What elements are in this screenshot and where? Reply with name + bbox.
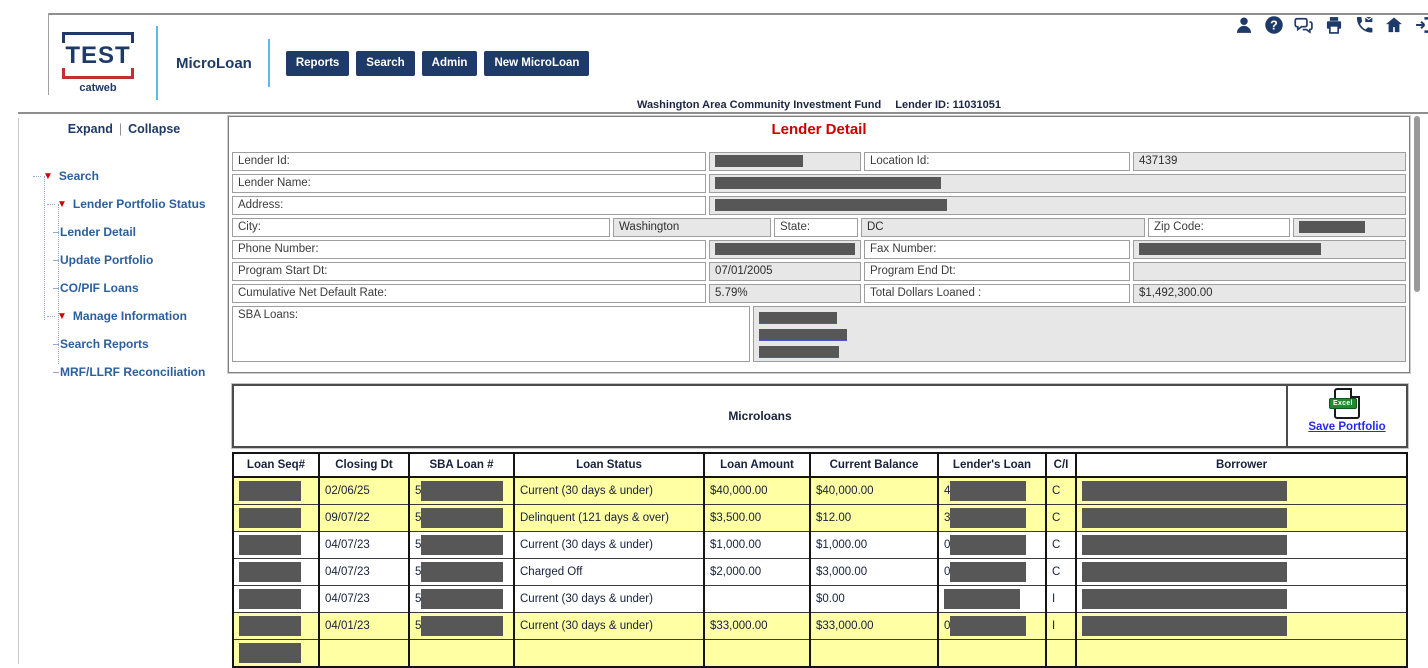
microloans-panel (232, 384, 1408, 448)
redacted-value (421, 481, 503, 501)
header-divider (268, 39, 270, 87)
table-row (233, 613, 1407, 640)
redacted-value (239, 562, 301, 582)
sidebar-item[interactable] (33, 218, 229, 246)
microloans-title: Microloans (728, 409, 792, 423)
tree-connector (53, 372, 59, 373)
cell-loan-seq (233, 586, 319, 613)
nav-button-reports[interactable]: Reports (286, 51, 349, 76)
redacted-value (950, 481, 1026, 501)
redacted-value (950, 535, 1026, 555)
sidebar-item[interactable] (33, 274, 229, 302)
column-header: Current Balance (810, 453, 938, 477)
cell-borrower (1076, 640, 1407, 668)
column-header: Borrower (1076, 453, 1407, 477)
lender-name-value (709, 174, 1406, 193)
collapse-link[interactable]: Collapse (128, 122, 181, 136)
sidebar-item-label: Update Portfolio (60, 253, 154, 267)
loans-table (232, 452, 1408, 668)
redacted-value (421, 562, 503, 582)
header-rule (18, 112, 1428, 114)
phone-value (709, 240, 861, 259)
header-divider (156, 26, 158, 100)
lender-name-label: Lender Name: (232, 174, 706, 193)
print-icon[interactable] (1324, 15, 1344, 35)
cell-loan-seq (233, 559, 319, 586)
redacted-value (421, 589, 503, 609)
cell-current-balance: $40,000.00 (810, 477, 938, 505)
redacted-value (1082, 481, 1287, 501)
total-loaned-label: Total Dollars Loaned : (864, 284, 1130, 303)
svg-text:?: ? (1270, 18, 1278, 33)
cell-loan-status (514, 640, 704, 668)
redacted-value (239, 535, 301, 555)
cell-loan-status: Current (30 days & under) (514, 586, 704, 613)
column-header: Lender's Loan (938, 453, 1046, 477)
cell-lenders-loan: 4 (938, 477, 1046, 505)
cell-loan-amount: $2,000.00 (704, 559, 810, 586)
tree-connector (53, 344, 59, 345)
cell-ci: I (1046, 613, 1076, 640)
city-value: Washington (613, 218, 771, 237)
cell-lenders-loan: 0 (938, 613, 1046, 640)
loans-table-body (233, 477, 1407, 640)
excel-icon-badge: Excel (1329, 398, 1357, 409)
cell-loan-seq (233, 477, 319, 505)
app-header (62, 24, 596, 102)
cell-ci: C (1046, 505, 1076, 532)
cell-closing-dt: 04/01/23 (319, 613, 409, 640)
phone-label: Phone Number: (232, 240, 706, 259)
redacted-value (421, 616, 503, 636)
cell-borrower (1076, 586, 1407, 613)
sba-loans-value (753, 306, 1406, 362)
total-loaned-value: $1,492,300.00 (1133, 284, 1406, 303)
redacted-value (1139, 243, 1321, 255)
sidebar-item[interactable] (33, 246, 229, 274)
cell-loan-status: Current (30 days & under) (514, 477, 704, 505)
cell-current-balance: $1,000.00 (810, 532, 938, 559)
sidebar-item[interactable] (33, 358, 229, 386)
redacted-value (1082, 535, 1287, 555)
city-label: City: (232, 218, 610, 237)
address-label: Address: (232, 196, 706, 215)
default-rate-value: 5.79% (709, 284, 861, 303)
cell-loan-seq (233, 613, 319, 640)
redacted-value (1082, 508, 1287, 528)
sidebar-item-label: Lender Detail (60, 225, 137, 239)
cell-loan-amount: $3,500.00 (704, 505, 810, 532)
redacted-value (1299, 221, 1365, 233)
fax-value (1133, 240, 1406, 259)
help-icon[interactable] (1264, 15, 1284, 35)
redacted-value (239, 643, 301, 663)
redacted-value (715, 177, 941, 189)
cell-closing-dt: 04/07/23 (319, 532, 409, 559)
logo-subtitle: catweb (79, 82, 117, 94)
redacted-value (950, 562, 1026, 582)
cell-borrower (1076, 559, 1407, 586)
sidebar-tree (33, 162, 229, 386)
form-row-phone-fax (232, 240, 1406, 259)
cell-lenders-loan: 3 (938, 505, 1046, 532)
sidebar (18, 118, 229, 664)
tree-connector (47, 316, 55, 317)
cell-sba-loan: 5 (409, 559, 514, 586)
cell-closing-dt (319, 640, 409, 668)
redacted-value (715, 155, 803, 167)
form-row-sba-loans (232, 306, 1406, 362)
fax-label: Fax Number: (864, 240, 1130, 259)
program-start-label: Program Start Dt: (232, 262, 706, 281)
table-row (233, 559, 1407, 586)
context-bar (228, 99, 1410, 111)
redacted-value (1082, 616, 1287, 636)
program-end-value (1133, 262, 1406, 281)
redacted-value (1082, 589, 1287, 609)
cell-sba-loan: 5 (409, 477, 514, 505)
cell-closing-dt: 04/07/23 (319, 586, 409, 613)
location-id-value: 437139 (1133, 152, 1406, 171)
sidebar-item[interactable] (33, 302, 229, 330)
cell-loan-status: Delinquent (121 days & over) (514, 505, 704, 532)
address-value (709, 196, 1406, 215)
catweb-logo[interactable] (62, 32, 134, 94)
cell-sba-loan: 5 (409, 586, 514, 613)
header-icon-bar (1234, 15, 1428, 35)
sidebar-item-label: Lender Portfolio Status (72, 197, 206, 211)
logo-bottom-bracket (62, 68, 134, 79)
zip-label: Zip Code: (1148, 218, 1290, 237)
cell-loan-status: Charged Off (514, 559, 704, 586)
tree-connector (47, 204, 55, 205)
expanded-triangle-icon: ▼ (43, 170, 53, 182)
cell-loan-amount (704, 586, 810, 613)
redacted-value (950, 508, 1026, 528)
microloans-export-area (1286, 386, 1406, 446)
form-row-address (232, 196, 1406, 215)
redacted-value (421, 508, 503, 528)
redacted-value (421, 535, 503, 555)
redacted-sba-loan-link[interactable] (759, 312, 837, 324)
cell-lenders-loan (938, 640, 1046, 668)
default-rate-label: Cumulative Net Default Rate: (232, 284, 706, 303)
program-end-label: Program End Dt: (864, 262, 1130, 281)
redacted-value (239, 481, 301, 501)
fax-phone-icon[interactable] (1354, 15, 1374, 35)
form-row-lender-id (232, 152, 1406, 171)
cell-loan-status: Current (30 days & under) (514, 532, 704, 559)
column-header: Loan Amount (704, 453, 810, 477)
column-header: SBA Loan # (409, 453, 514, 477)
cell-loan-amount (704, 640, 810, 668)
expand-collapse-separator: | (118, 122, 123, 136)
lender-id-label: Lender Id: (232, 152, 706, 171)
loans-table-header (233, 453, 1407, 477)
column-header: Loan Status (514, 453, 704, 477)
location-id-label: Location Id: (864, 152, 1130, 171)
excel-export-icon[interactable] (1334, 388, 1360, 419)
program-start-value: 07/01/2005 (709, 262, 861, 281)
expanded-triangle-icon: ▼ (57, 310, 67, 322)
table-row (233, 532, 1407, 559)
sidebar-item[interactable] (33, 190, 229, 218)
tree-connector (53, 260, 59, 261)
column-header: Loan Seq# (233, 453, 319, 477)
user-icon[interactable] (1234, 15, 1254, 35)
cell-current-balance (810, 640, 938, 668)
table-row-partial (233, 640, 1407, 668)
redacted-sba-loan-link[interactable] (759, 346, 839, 358)
cell-ci (1046, 640, 1076, 668)
redacted-value (715, 243, 855, 255)
form-row-city-state-zip (232, 218, 1406, 237)
zip-value (1293, 218, 1406, 237)
nav-button-new-microloan[interactable]: New MicroLoan (484, 51, 589, 76)
cell-loan-status: Current (30 days & under) (514, 613, 704, 640)
home-icon[interactable] (1384, 15, 1404, 35)
table-row (233, 477, 1407, 505)
org-name: Washington Area Community Investment Fund (636, 99, 882, 111)
table-row (233, 586, 1407, 613)
sidebar-item[interactable] (33, 162, 229, 190)
state-value: DC (861, 218, 1145, 237)
cell-sba-loan: 5 (409, 505, 514, 532)
sidebar-item-label: Manage Information (72, 309, 187, 323)
sidebar-item-label: MRF/LLRF Reconciliation (60, 365, 206, 379)
logo-title: TEST (65, 42, 131, 69)
redacted-sba-loan-link[interactable] (759, 329, 847, 341)
cell-loan-amount: $40,000.00 (704, 477, 810, 505)
tree-connector (33, 176, 41, 177)
cell-lenders-loan: 0 (938, 532, 1046, 559)
cell-loan-seq (233, 640, 319, 668)
redacted-value (715, 199, 947, 211)
cell-loan-seq (233, 505, 319, 532)
sidebar-item-label: Search (58, 169, 99, 183)
sidebar-item[interactable] (33, 330, 229, 358)
cell-loan-amount: $1,000.00 (704, 532, 810, 559)
column-header: Closing Dt (319, 453, 409, 477)
redacted-value (950, 616, 1026, 636)
app-frame-top-border (48, 13, 1428, 15)
cell-closing-dt: 02/06/25 (319, 477, 409, 505)
cell-ci: C (1046, 477, 1076, 505)
cell-sba-loan: 5 (409, 613, 514, 640)
cell-borrower (1076, 477, 1407, 505)
tree-controls (19, 122, 229, 136)
logout-icon[interactable] (1414, 15, 1428, 35)
cell-lenders-loan (938, 586, 1046, 613)
nav-button-admin[interactable]: Admin (422, 51, 478, 76)
redacted-value (239, 508, 301, 528)
cell-borrower (1076, 505, 1407, 532)
sidebar-item-label: Search Reports (60, 337, 149, 351)
cell-ci: C (1046, 559, 1076, 586)
nav-button-search[interactable]: Search (356, 51, 414, 76)
app-frame-left-border (48, 13, 49, 95)
cell-current-balance: $12.00 (810, 505, 938, 532)
app-title[interactable]: MicroLoan (176, 54, 252, 72)
cell-closing-dt: 04/07/23 (319, 559, 409, 586)
cell-loan-amount: $33,000.00 (704, 613, 810, 640)
cell-sba-loan: 5 (409, 532, 514, 559)
sba-loans-label: SBA Loans: (232, 306, 750, 362)
sidebar-item-label: CO/PIF Loans (60, 281, 139, 295)
redacted-value (239, 589, 301, 609)
cell-lenders-loan: 0 (938, 559, 1046, 586)
cell-borrower (1076, 532, 1407, 559)
lender-id-text: Lender ID: 11031051 (895, 99, 1002, 111)
cell-ci: C (1046, 532, 1076, 559)
vertical-scrollbar-thumb[interactable] (1414, 116, 1420, 292)
cell-borrower (1076, 613, 1407, 640)
redacted-value (1082, 562, 1287, 582)
expanded-triangle-icon: ▼ (57, 198, 67, 210)
lender-id-value (709, 152, 861, 171)
tree-connector (53, 232, 59, 233)
save-portfolio-link[interactable]: Save Portfolio (1308, 421, 1386, 433)
cell-closing-dt: 09/07/22 (319, 505, 409, 532)
cell-sba-loan (409, 640, 514, 668)
cell-current-balance: $0.00 (810, 586, 938, 613)
table-row (233, 505, 1407, 532)
column-header: C/I (1046, 453, 1076, 477)
redacted-value (944, 589, 1020, 609)
cell-loan-seq (233, 532, 319, 559)
expand-link[interactable]: Expand (67, 122, 113, 136)
form-row-rate-total (232, 284, 1406, 303)
tree-connector (53, 288, 59, 289)
state-label: State: (774, 218, 858, 237)
cell-current-balance: $3,000.00 (810, 559, 938, 586)
form-row-program-dates (232, 262, 1406, 281)
page-title: Lender Detail (771, 121, 867, 138)
form-row-lender-name (232, 174, 1406, 193)
lender-detail-panel (228, 116, 1410, 373)
chat-icon[interactable] (1294, 15, 1314, 35)
redacted-value (239, 616, 301, 636)
cell-current-balance: $33,000.00 (810, 613, 938, 640)
excel-icon-fold (1350, 388, 1360, 398)
cell-ci: I (1046, 586, 1076, 613)
